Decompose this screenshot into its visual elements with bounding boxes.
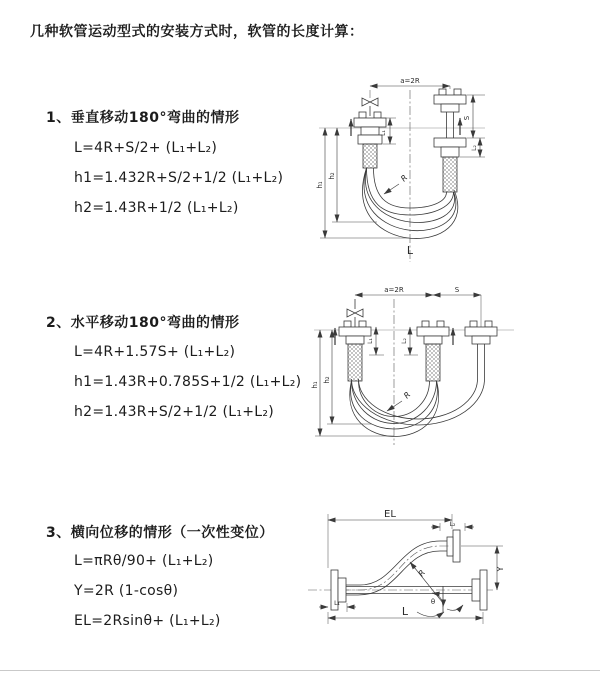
dim-label-l2: L₂ xyxy=(449,521,456,528)
dimension-s xyxy=(433,286,481,295)
right-lower-flange xyxy=(434,138,466,157)
upper-flange xyxy=(447,530,460,562)
dim-label-s: S xyxy=(454,286,460,294)
dim-label-l1: L₁ xyxy=(367,338,374,344)
left-braid-section xyxy=(363,144,377,168)
page-bottom-edge xyxy=(0,670,600,671)
formula-line: h2=1.43R+1/2 (L₁+L₂) xyxy=(74,200,239,216)
dim-label-l2: L₂ xyxy=(401,338,408,344)
right-pipe xyxy=(478,344,485,379)
dim-label-l2: L₂ xyxy=(471,145,478,151)
formula-line: h2=1.43R+S/2+1/2 (L₁+L₂) xyxy=(74,404,275,420)
radius-label: R xyxy=(416,568,428,579)
page-title: 几种软管运动型式的安装方式时，软管的长度计算： xyxy=(30,24,364,40)
dim-label-el: EL xyxy=(384,509,396,520)
dim-label-h1: h₁ xyxy=(316,181,324,189)
formula-line: EL=2Rsinθ+ (L₁+L₂) xyxy=(74,613,221,629)
formula-line: L=4R+S/2+ (L₁+L₂) xyxy=(74,140,218,156)
dim-label-a2r: a=2R xyxy=(400,77,420,85)
dimension-h1 xyxy=(316,128,409,238)
centerlines xyxy=(314,295,514,445)
radius-callout xyxy=(384,173,409,194)
formula-line: Y=2R (1-cosθ) xyxy=(74,583,179,599)
right-upper-flange xyxy=(434,89,466,112)
dim-label-l1: L₁ xyxy=(380,130,387,136)
radius-callout xyxy=(387,390,412,411)
section-3-heading: 3、横向位移的情形（一次性变位） xyxy=(46,525,274,541)
theta-angle xyxy=(417,586,463,617)
diagram-horizontal-180-bend xyxy=(310,283,600,468)
section-2-heading: 2、水平移动180°弯曲的情形 xyxy=(46,315,240,331)
middle-flange xyxy=(417,321,449,344)
s-curve-hose xyxy=(342,541,451,595)
right-pipe xyxy=(447,112,454,138)
right-flange xyxy=(472,570,487,610)
dim-label-s: S xyxy=(463,115,471,121)
dim-label-y: Y xyxy=(496,566,505,572)
formula-line: h1=1.432R+S/2+1/2 (L₁+L₂) xyxy=(74,170,284,186)
hose-u-bend xyxy=(350,379,485,437)
dim-label-h2: h₂ xyxy=(323,376,331,384)
dimension-l2 xyxy=(431,521,474,531)
length-label: L xyxy=(406,244,414,257)
section-1-heading: 1、垂直移动180°弯曲的情形 xyxy=(46,110,240,126)
radius-line xyxy=(410,562,443,603)
formula-line: L=4R+1.57S+ (L₁+L₂) xyxy=(74,344,236,360)
dimension-a2r xyxy=(355,286,433,295)
diagram-lateral-displacement xyxy=(300,500,600,650)
theta-label: θ xyxy=(430,598,436,606)
formula-line: h1=1.43R+0.785S+1/2 (L₁+L₂) xyxy=(74,374,302,390)
radius-label: R xyxy=(402,390,413,401)
dim-label-l: L xyxy=(401,605,409,618)
middle-braid-section xyxy=(426,344,440,381)
dim-label-h1: h₁ xyxy=(311,381,319,389)
right-braid-section xyxy=(443,157,457,192)
dimension-l2 xyxy=(401,327,418,355)
radius-label: R xyxy=(399,173,410,184)
dimension-el xyxy=(328,509,452,568)
formula-line: L=πRθ/90+ (L₁+L₂) xyxy=(74,553,214,569)
dim-label-h2: h₂ xyxy=(328,172,336,180)
dim-label-l1: L₁ xyxy=(334,600,340,607)
diagram-vertical-180-bend xyxy=(315,72,600,267)
dim-label-a2r: a=2R xyxy=(384,286,404,294)
left-braid-section xyxy=(348,344,362,381)
